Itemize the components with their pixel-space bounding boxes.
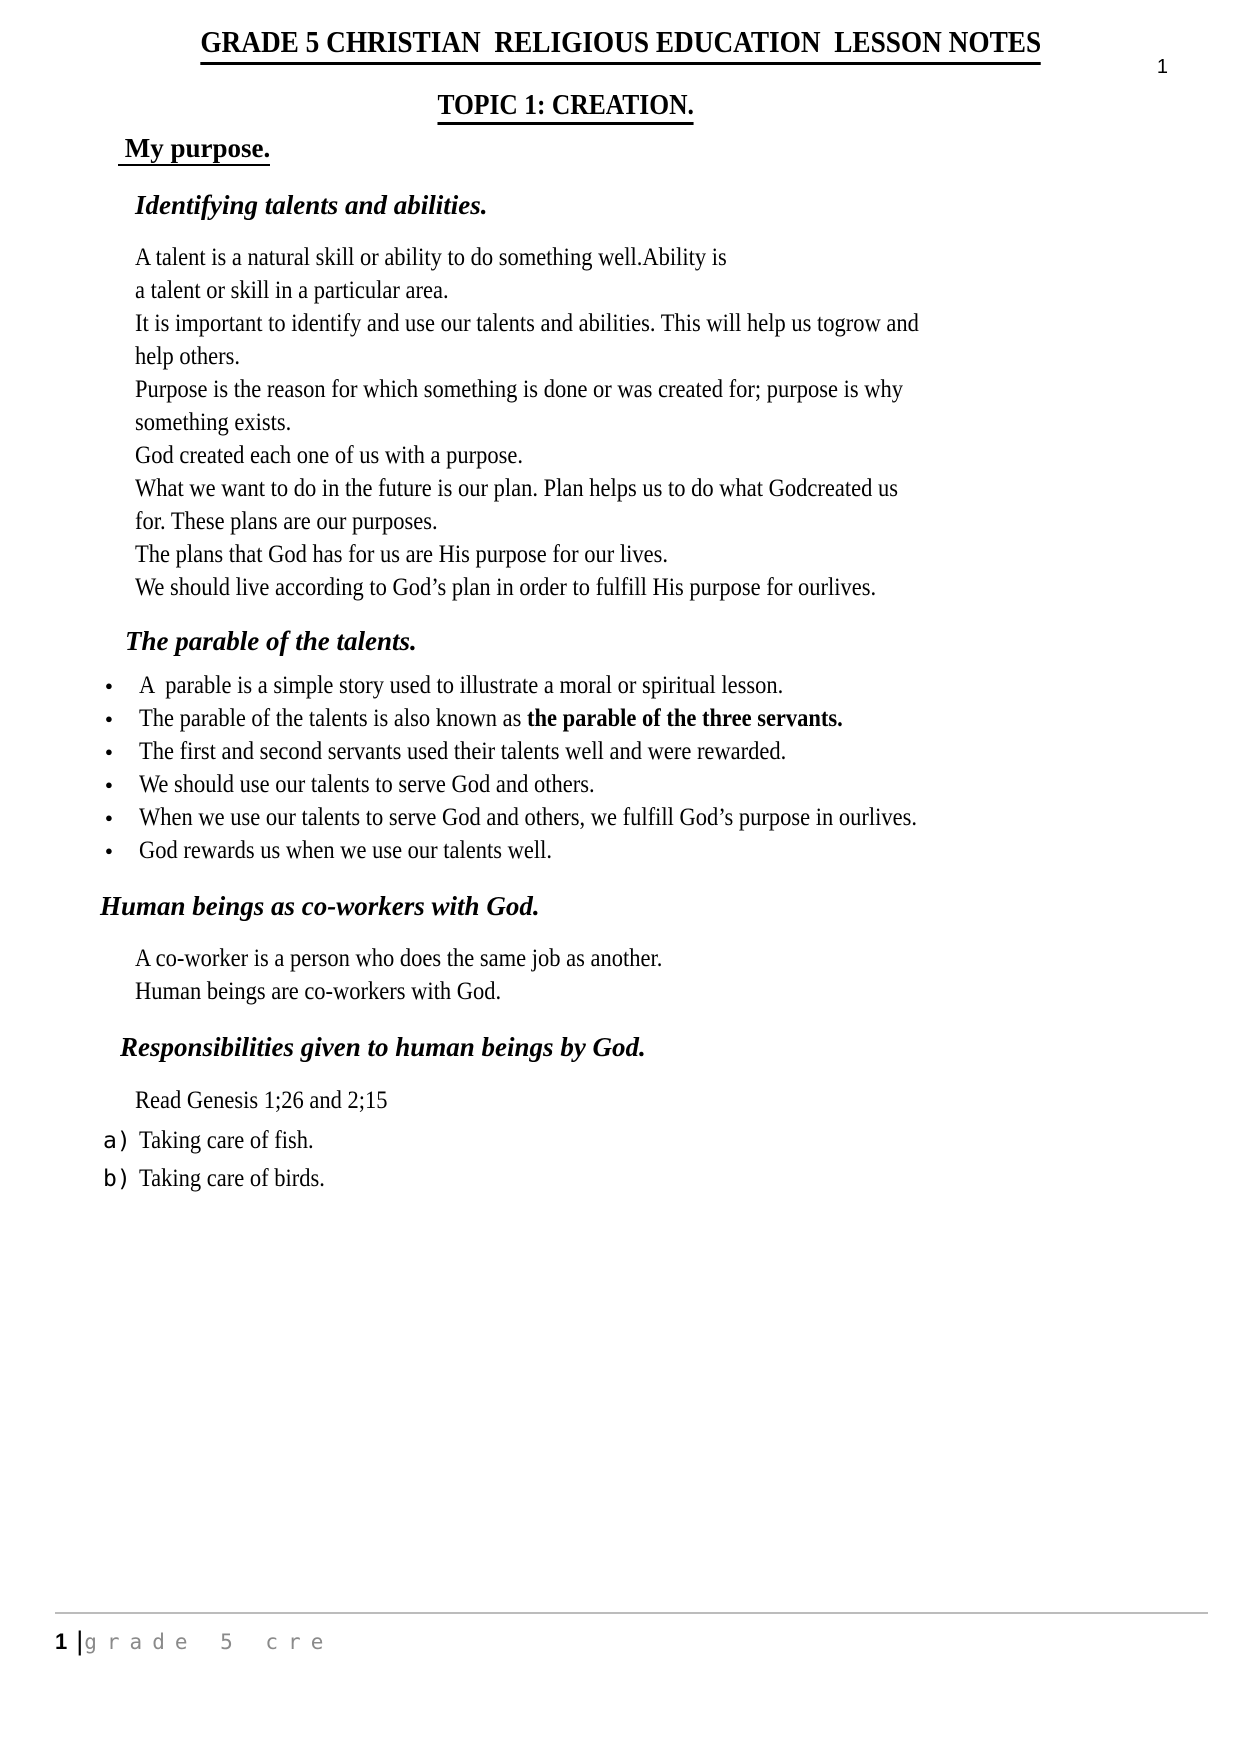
- bullet-icon: ●: [105, 810, 113, 825]
- responsibilities-heading: Responsibilities given to human beings by God.: [120, 1032, 646, 1062]
- paragraph-line: a talent or skill in a particular area.: [135, 277, 449, 304]
- my-purpose-heading: [118, 133, 1242, 164]
- list-marker: a): [103, 1128, 131, 1154]
- paragraph-line: something exists.: [135, 409, 292, 436]
- parable-bullet-list: [105, 669, 1242, 867]
- my-purpose-heading-text: My purpose.: [118, 133, 270, 166]
- topic-heading-text: TOPIC 1: CREATION.: [438, 89, 694, 125]
- bullet-text: God rewards us when we use our talents well.: [139, 837, 553, 864]
- bullet-icon: ●: [105, 711, 113, 726]
- topic-heading: [0, 89, 1132, 125]
- footer-divider: |: [76, 1626, 84, 1656]
- list-item: [105, 735, 1242, 768]
- list-item-text: Taking care of fish.: [139, 1127, 314, 1154]
- bullet-text: The first and second servants used their talents well and were rewarded.: [139, 738, 787, 765]
- document-title: [0, 0, 1242, 65]
- page-number: 1: [1156, 56, 1168, 78]
- paragraph-line: The plans that God has for us are His purpose for our lives.: [135, 541, 669, 568]
- purpose-paragraph: [135, 241, 1242, 604]
- bullet-text: A parable is a simple story used to illustrate a moral or spiritual lesson.: [139, 672, 784, 699]
- list-item: [105, 801, 1242, 834]
- bullet-text: When we use our talents to serve God and others, we fulfill God’s purpose in ourlives.: [139, 804, 917, 831]
- paragraph-line: A talent is a natural skill or ability to do something well.Ability is: [135, 244, 727, 271]
- responsibilities-list: [103, 1122, 1242, 1198]
- paragraph-line: What we want to do in the future is our plan. Plan helps us to do what Godcreated us: [135, 475, 898, 502]
- list-item: [103, 1160, 1242, 1198]
- footer-label: grade 5 cre: [84, 1629, 334, 1654]
- bullet-icon: ●: [105, 777, 113, 792]
- list-item-text: Taking care of birds.: [139, 1165, 325, 1192]
- bullet-text-bold: the parable of the three servants.: [527, 705, 843, 732]
- paragraph-line: Human beings are co-workers with God.: [135, 978, 502, 1005]
- paragraph-line: A co-worker is a person who does the same job as another.: [135, 945, 663, 972]
- coworkers-paragraph: [135, 942, 1242, 1008]
- list-item: [105, 768, 1242, 801]
- bullet-icon: ●: [105, 744, 113, 759]
- list-item: [103, 1122, 1242, 1160]
- paragraph-line: help others.: [135, 343, 240, 370]
- list-item: [105, 702, 1242, 735]
- identifying-talents-heading: Identifying talents and abilities.: [135, 190, 488, 220]
- coworkers-heading: Human beings as co-workers with God.: [100, 891, 540, 921]
- parable-heading: The parable of the talents.: [125, 626, 417, 656]
- bullet-text: We should use our talents to serve God and others.: [139, 771, 595, 798]
- bullet-text: The parable of the talents is also known as: [139, 705, 528, 732]
- bullet-icon: ●: [105, 678, 113, 693]
- paragraph-line: We should live according to God’s plan in order to fulfill His purpose for ourlives.: [135, 574, 877, 601]
- footer-page-number: 1: [55, 1628, 68, 1654]
- paragraph-line: It is important to identify and use our talents and abilities. This will help us togrow and: [135, 310, 919, 337]
- list-item: [105, 834, 1242, 867]
- bullet-icon: ●: [105, 843, 113, 858]
- read-genesis-line: Read Genesis 1;26 and 2;15: [135, 1087, 388, 1114]
- paragraph-line: Purpose is the reason for which something is done or was created for; purpose is why: [135, 376, 903, 403]
- document-title-text: GRADE 5 CHRISTIAN RELIGIOUS EDUCATION LESSON NOTES: [201, 24, 1042, 65]
- page-footer: [55, 1612, 1208, 1657]
- list-item: [105, 669, 1242, 702]
- list-marker: b): [103, 1166, 131, 1192]
- paragraph-line: God created each one of us with a purpose.: [135, 442, 523, 469]
- paragraph-line: for. These plans are our purposes.: [135, 508, 438, 535]
